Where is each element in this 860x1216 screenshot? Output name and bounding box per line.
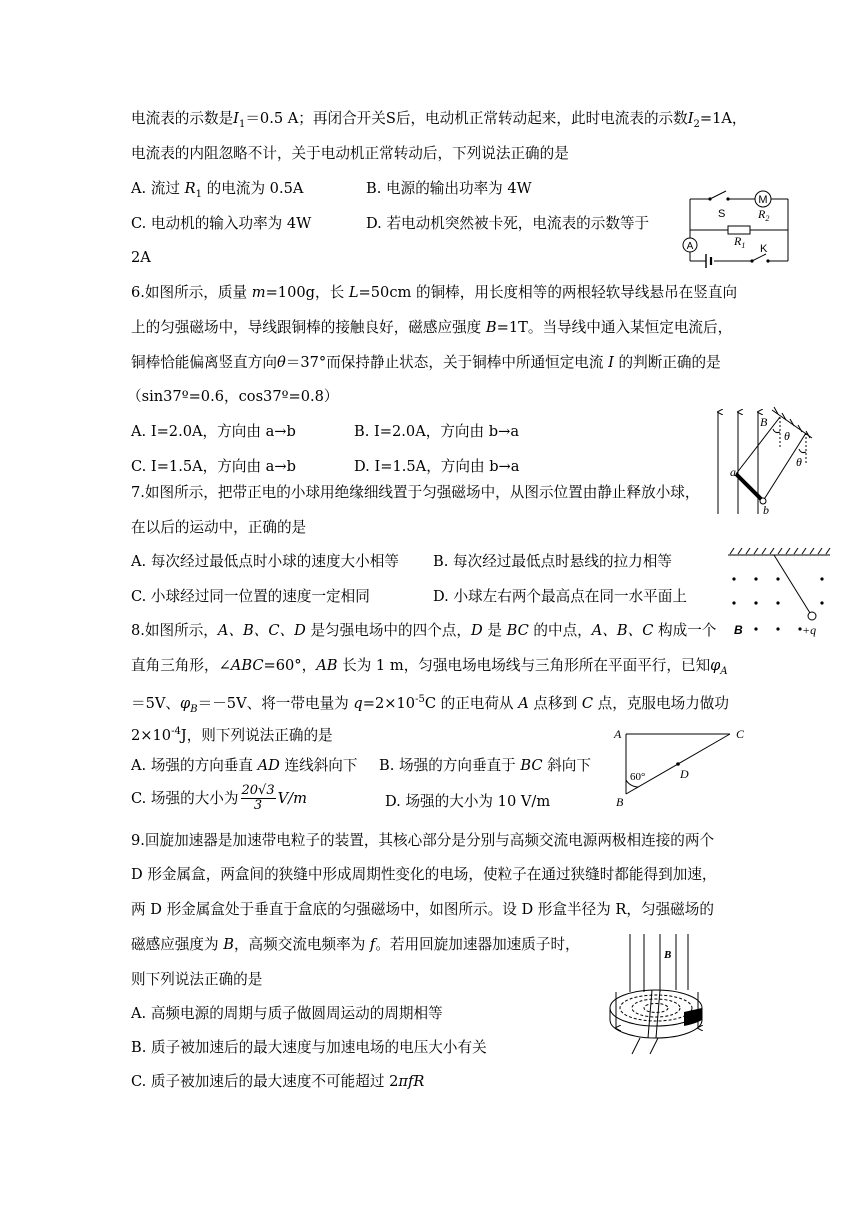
q6-option-c: C. I=1.5A，方向由 a→b (131, 458, 296, 475)
q9-option-b: B. 质子被加速后的最大速度与加速电场的电压大小有关 (131, 1039, 487, 1056)
q6-line-4: （sin37º=0.6，cos37º=0.8） (127, 388, 339, 405)
q5-line-1: 电流表的示数是$I_1=0.5$ A；再闭合开关S后，电动机正常转动起来，此时电流表的示数$I_2=1A$， (131, 110, 747, 130)
q7-option-c: C. 小球经过同一位置的速度一定相同 (131, 588, 370, 605)
vertex-c-label: C (736, 727, 745, 741)
pendulum-diagram (726, 545, 834, 637)
rod-end-b-label: b (763, 503, 769, 516)
q5-option-c: C. 电动机的输入功率为 4W (131, 215, 312, 232)
q8-option-c: C. 场强的大小为 20√3 3 V/m (131, 783, 307, 813)
theta-label-1: θ (784, 429, 790, 443)
q9-line-3: 两 D 形金属盒处于垂直于盒底的匀强磁场中，如图所示。设 D 形盒半径为 R，匀强磁场的 (131, 901, 714, 918)
q8-line-3: ＝5V、$\varphi_B=-5V$、将一带电量为 $q=2\times 10^{-5}C$ 的正电荷从 A 点移到 C 点，克服电场力做功 (131, 694, 729, 715)
q5-option-d-continued: 2A (131, 249, 151, 266)
q9-line-4: 磁感应强度为 B，高频交流电频率为 f。若用回旋加速器加速质子时， (131, 936, 580, 953)
b-field-label: B (760, 415, 768, 429)
q6-option-a: A. I=2.0A，方向由 a→b (131, 423, 296, 440)
cyclotron-diagram (602, 932, 706, 1058)
q9-line-5: 则下列说法正确的是 (131, 971, 263, 988)
b-field-label: B (664, 949, 672, 961)
q7-option-a: A. 每次经过最低点时小球的速度大小相等 (131, 553, 399, 570)
q5-option-a: A. 流过 $R_1$ 的电流为 0.5A (131, 180, 304, 200)
q9-option-a: A. 高频电源的周期与质子做圆周运动的周期相等 (131, 1005, 443, 1022)
q9-option-c: C. 质子被加速后的最大速度不可能超过 2πfR (131, 1073, 425, 1090)
q8-line-4: $2\times 10^{-4}J$，则下列说法正确的是 (131, 726, 333, 744)
q5-line-2: 电流表的内阻忽略不计，关于电动机正常转动后，下列说法正确的是 (131, 145, 569, 162)
r1-label: $R_1$ (734, 234, 746, 250)
vertex-a-label: A (614, 727, 622, 741)
q8-line-2: 直角三角形，∠ABC=60°，AB 长为 1 m，匀强电场电场线与三角形所在平面平行，已知$\varphi_A$ (131, 657, 728, 677)
rod-end-a-label: a (730, 465, 736, 479)
copper-rod-diagram (708, 404, 818, 516)
q5-option-d: D. 若电动机突然被卡死，电流表的示数等于 (366, 215, 650, 232)
b-field-label: B (734, 623, 743, 637)
charge-label: +q (802, 623, 817, 637)
switch-k-label: K (760, 243, 768, 255)
q7-option-b: B. 每次经过最低点时悬线的拉力相等 (433, 553, 672, 570)
q7-line-1: 7.如图所示，把带正电的小球用绝缘细线置于匀强磁场中，从图示位置由静止释放小球， (131, 484, 700, 501)
theta-label-2: θ (796, 455, 802, 469)
q8-option-a: A. 场强的方向垂直 AD 连线斜向下 (131, 757, 358, 774)
ammeter-label: A (686, 241, 694, 252)
q5-option-b: B. 电源的输出功率为 4W (366, 180, 532, 197)
circuit-diagram (676, 183, 794, 271)
q8-option-b: B. 场强的方向垂直于 BC 斜向下 (379, 757, 591, 774)
q6-line-2: 上的匀强磁场中，导线跟铜棒的接触良好，磁感应强度 B=1T。当导线中通入某恒定电流后， (131, 319, 733, 336)
q6-line-3: 铜棒恰能偏离竖直方向θ＝37°而保持静止状态，关于铜棒中所通恒定电流 I 的判断正确的是 (131, 354, 721, 371)
motor-label: M (758, 194, 768, 206)
q7-line-2: 在以后的运动中，正确的是 (131, 519, 307, 536)
q9-line-2: D 形金属盒，两盒间的狭缝中形成周期性变化的电场，使粒子在通过狭缝时都能得到加速， (131, 866, 717, 883)
q6-line-1: 6.如图所示，质量 m=100g，长 L=50cm 的铜棒，用长度相等的两根轻软导线悬吊在竖直向 (131, 284, 738, 301)
point-d-label: D (680, 767, 689, 781)
q8-line-1: 8.如图所示，A、B、C、D 是匀强电场中的四个点，D 是 BC 的中点，A、B、C 构成一个 (131, 622, 717, 639)
fraction: 20√3 3 (241, 783, 275, 813)
triangle-diagram (612, 724, 754, 812)
vertex-b-label: B (616, 795, 624, 809)
q8-option-d: D. 场强的大小为 10 V/m (385, 793, 551, 810)
switch-s-label: S (718, 208, 726, 220)
q6-option-d: D. I=1.5A，方向由 b→a (354, 458, 520, 475)
q6-option-b: B. I=2.0A，方向由 b→a (354, 423, 520, 440)
q9-line-1: 9.回旋加速器是加速带电粒子的装置，其核心部分是分别与高频交流电源两极相连接的两个 (131, 832, 715, 849)
r2-label: $R_2$ (758, 207, 770, 223)
angle-label: 60° (630, 771, 646, 783)
q7-option-d: D. 小球左右两个最高点在同一水平面上 (433, 588, 687, 605)
